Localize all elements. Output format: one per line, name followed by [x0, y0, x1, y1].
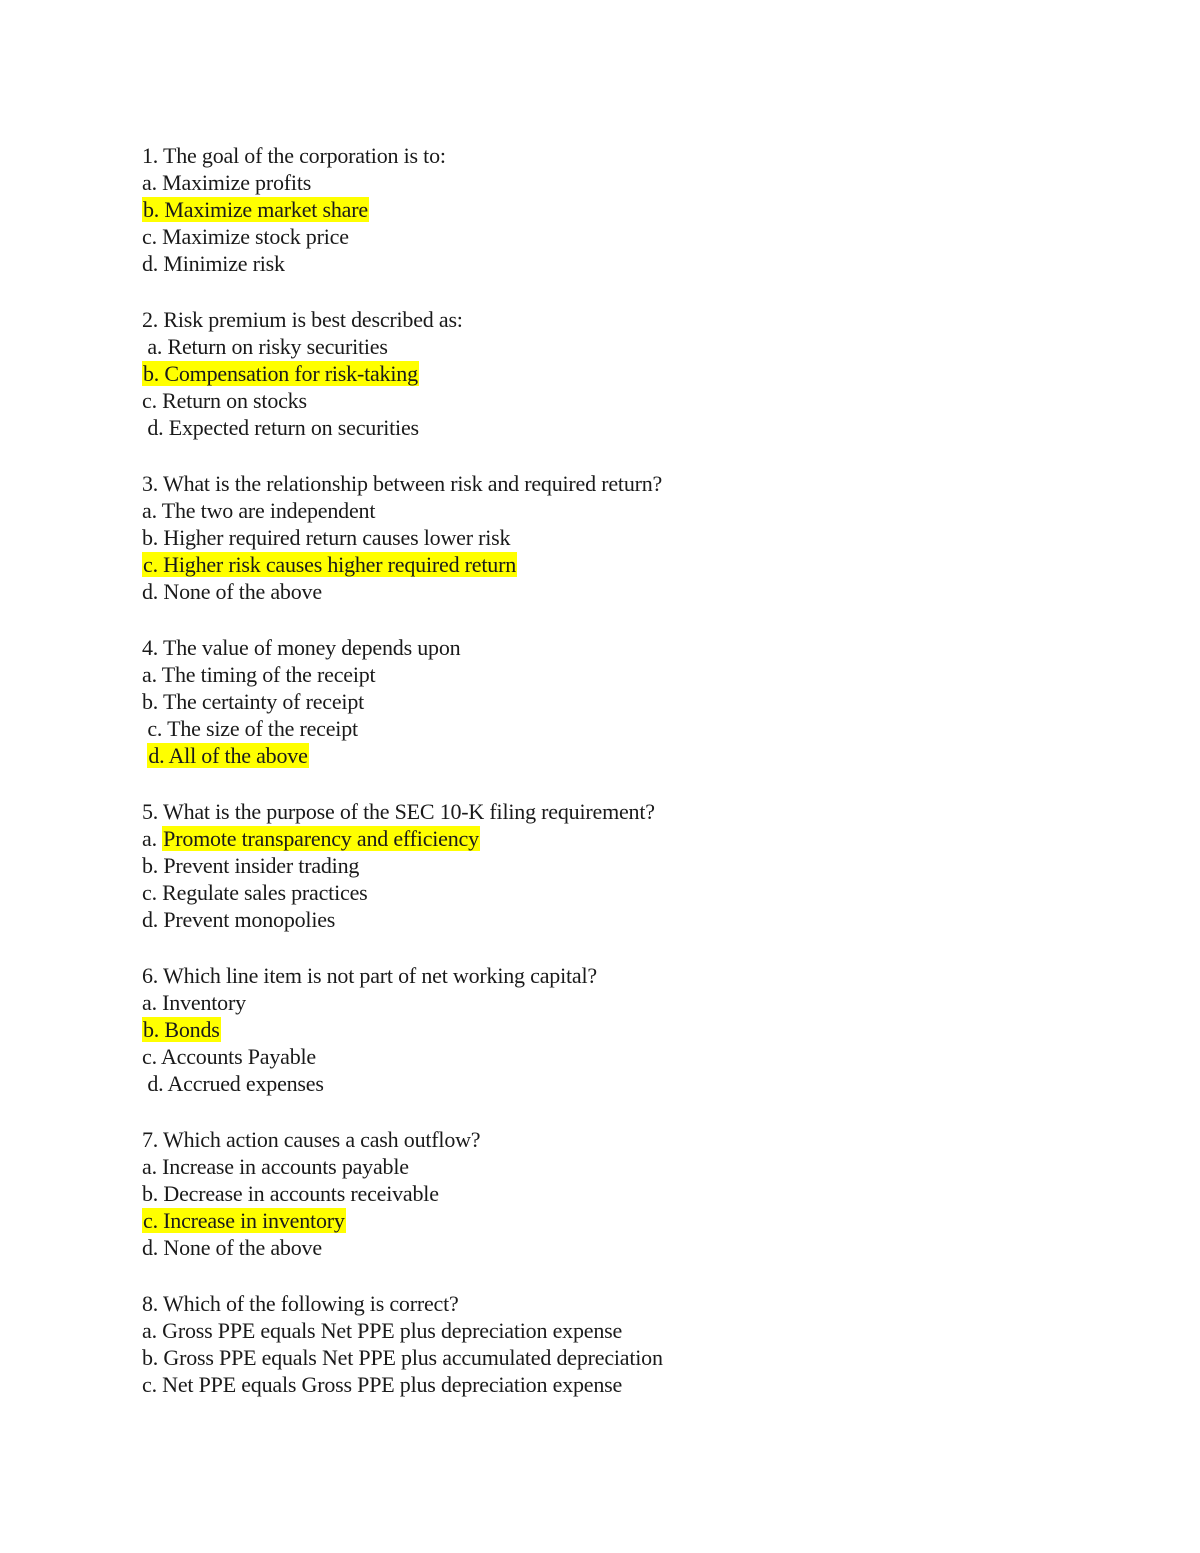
answer-option: a. Gross PPE equals Net PPE plus depreciation expense — [142, 1318, 623, 1343]
answer-option-highlighted: a. Promote transparency and efficiency — [142, 826, 479, 851]
answer-option: d. Prevent monopolies — [142, 907, 336, 932]
question-4 — [142, 634, 1142, 769]
question-1 — [142, 142, 1142, 277]
answer-option: a. The two are independent — [142, 498, 376, 523]
answer-option: d. None of the above — [142, 1235, 322, 1260]
answer-option: b. The certainty of receipt — [142, 689, 365, 714]
question-stem: 2. Risk premium is best described as: — [142, 307, 463, 332]
answer-option: c. Accounts Payable — [142, 1044, 316, 1069]
answer-option: b. Prevent insider trading — [142, 853, 360, 878]
answer-option-highlighted: b. Compensation for risk-taking — [143, 361, 418, 386]
question-stem: 5. What is the purpose of the SEC 10-K filing requirement? — [142, 799, 655, 824]
answer-option-highlighted: d. All of the above — [148, 743, 308, 768]
question-stem: 6. Which line item is not part of net working capital? — [142, 963, 597, 988]
question-stem: 3. What is the relationship between risk and required return? — [142, 471, 663, 496]
answer-option: c. Maximize stock price — [142, 224, 349, 249]
answer-option-highlighted: c. Higher risk causes higher required return — [143, 552, 516, 577]
answer-option: b. Gross PPE equals Net PPE plus accumulated depreciation — [142, 1345, 663, 1370]
answer-option: d. Expected return on securities — [147, 415, 419, 440]
question-5 — [142, 798, 1142, 933]
answer-option-highlighted: b. Maximize market share — [143, 197, 368, 222]
question-stem: 7. Which action causes a cash outflow? — [142, 1127, 481, 1152]
answer-option: a. Increase in accounts payable — [142, 1154, 409, 1179]
answer-option: a. Inventory — [142, 990, 246, 1015]
quiz-document — [142, 142, 1142, 1427]
question-3 — [142, 470, 1142, 605]
question-6 — [142, 962, 1142, 1097]
question-stem: 1. The goal of the corporation is to: — [142, 143, 446, 168]
answer-option: d. None of the above — [142, 579, 322, 604]
answer-option: b. Higher required return causes lower risk — [142, 525, 511, 550]
answer-option: c. Net PPE equals Gross PPE plus depreciation expense — [142, 1372, 623, 1397]
answer-option: b. Decrease in accounts receivable — [142, 1181, 439, 1206]
answer-option: d. Accrued expenses — [147, 1071, 324, 1096]
answer-option: a. Maximize profits — [142, 170, 312, 195]
question-2 — [142, 306, 1142, 441]
answer-option: a. The timing of the receipt — [142, 662, 376, 687]
answer-option: c. Return on stocks — [142, 388, 307, 413]
answer-option: d. Minimize risk — [142, 251, 285, 276]
answer-option-highlighted: b. Bonds — [143, 1017, 220, 1042]
answer-option: a. Return on risky securities — [147, 334, 388, 359]
answer-option: c. Regulate sales practices — [142, 880, 368, 905]
question-stem: 4. The value of money depends upon — [142, 635, 461, 660]
answer-option-highlighted: c. Increase in inventory — [143, 1208, 345, 1233]
question-8 — [142, 1290, 1142, 1398]
answer-option: c. The size of the receipt — [147, 716, 358, 741]
question-stem: 8. Which of the following is correct? — [142, 1291, 459, 1316]
question-7 — [142, 1126, 1142, 1261]
